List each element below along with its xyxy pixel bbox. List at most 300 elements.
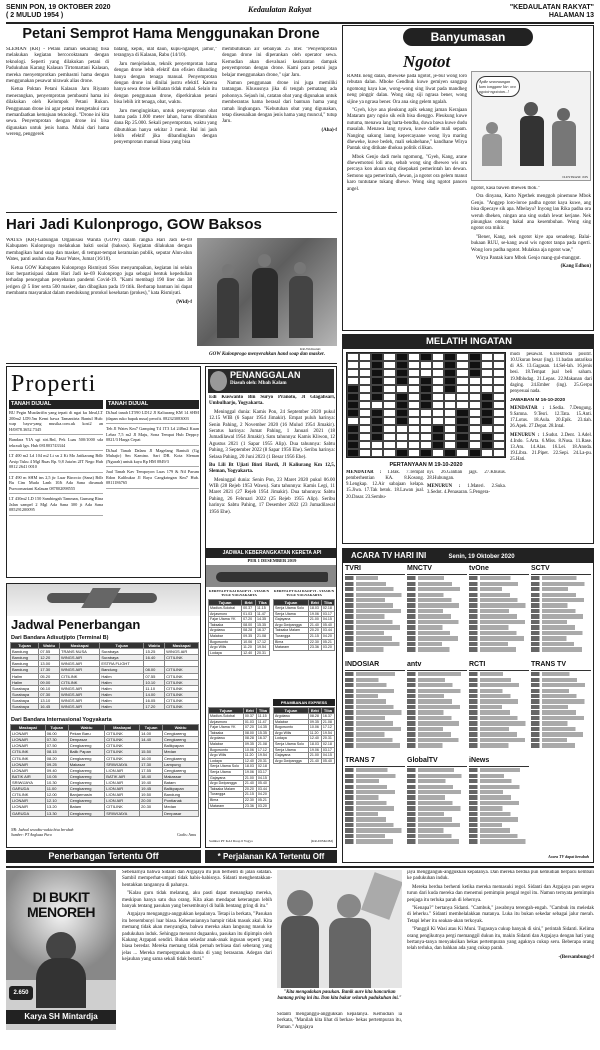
- tv-program-line: [407, 642, 467, 646]
- banyumasan-box: [342, 25, 594, 331]
- tv-program-line: [345, 593, 405, 597]
- crossword-cell[interactable]: [383, 353, 395, 361]
- table-header: Tiba: [321, 708, 334, 714]
- crossword-cell[interactable]: [371, 401, 383, 409]
- table-cell: Anjasmoro: [209, 611, 242, 617]
- table-cell: 15.50: [140, 749, 163, 755]
- crossword-cell[interactable]: [359, 377, 371, 385]
- crossword-cell[interactable]: [396, 417, 408, 425]
- tv-program-line: [531, 593, 591, 597]
- crossword-cell[interactable]: [493, 385, 505, 393]
- crossword-grid[interactable]: [346, 352, 506, 458]
- table-cell: BATIK AIR: [11, 773, 46, 779]
- table-header: Tujuan: [209, 708, 244, 714]
- crossword-cell[interactable]: [432, 377, 444, 385]
- table-row: [274, 645, 335, 651]
- crossword-cell[interactable]: [396, 401, 408, 409]
- table-cell: Pontianak: [163, 798, 199, 804]
- crossword-cell[interactable]: [396, 353, 408, 361]
- crossword-cell[interactable]: [371, 441, 383, 449]
- crossword-cell[interactable]: [469, 433, 481, 441]
- tv-program-line: [531, 614, 591, 618]
- crossword-cell[interactable]: [408, 353, 420, 361]
- crossword-cell[interactable]: [444, 353, 456, 361]
- tts-pertanyaan-title: PERTANYAAN M 19-10-2020: [389, 462, 463, 468]
- table-cell: 00.37: [243, 714, 256, 720]
- crossword-cell[interactable]: [408, 417, 420, 425]
- crossword-cell[interactable]: [444, 441, 456, 449]
- crossword-cell[interactable]: [469, 409, 481, 417]
- crossword-cell[interactable]: [432, 409, 444, 417]
- table-header: Brkt: [242, 600, 256, 606]
- table-cell: 14.40: [140, 737, 163, 743]
- crossword-cell[interactable]: [493, 393, 505, 401]
- crossword-cell[interactable]: [481, 361, 493, 369]
- crossword-cell[interactable]: [347, 433, 359, 441]
- tts-md-head: MENDATAR :: [346, 470, 382, 475]
- crossword-cell[interactable]: [444, 377, 456, 385]
- table-cell: 17.12: [256, 747, 269, 753]
- crossword-cell[interactable]: [493, 377, 505, 385]
- crossword-cell[interactable]: [383, 449, 395, 457]
- crossword-cell[interactable]: [396, 433, 408, 441]
- table-cell: CITILINK: [165, 697, 199, 703]
- table-cell: WINGS AIR: [60, 685, 100, 691]
- crossword-cell[interactable]: [383, 417, 395, 425]
- crossword-cell[interactable]: [420, 409, 432, 417]
- table-cell: 07.30: [45, 737, 68, 743]
- tv-program-line: [469, 768, 529, 772]
- table-cell: 14.35: [256, 725, 269, 731]
- crossword-cell[interactable]: [481, 353, 493, 361]
- tv-program-line: [531, 710, 591, 714]
- crossword-cell[interactable]: [481, 409, 493, 417]
- crossword-cell[interactable]: [456, 425, 468, 433]
- crossword-cell[interactable]: [469, 377, 481, 385]
- crossword-cell[interactable]: [396, 385, 408, 393]
- crossword-cell[interactable]: [371, 353, 383, 361]
- table-cell: TRANS NUSA: [60, 649, 100, 655]
- table-cell: WINGS AIR: [60, 697, 100, 703]
- crossword-cell[interactable]: [408, 361, 420, 369]
- tv-program-line: [469, 806, 529, 810]
- crossword-cell[interactable]: [444, 449, 456, 457]
- tv-date: Senin, 19 Oktober 2020: [448, 554, 515, 560]
- crossword-cell[interactable]: [347, 417, 359, 425]
- table-cell: 17.30: [140, 761, 163, 767]
- crossword-cell[interactable]: [420, 385, 432, 393]
- tv-program-line: [531, 587, 591, 591]
- tv-program-line: [345, 812, 405, 816]
- table-cell: 21.08: [256, 742, 269, 748]
- crossword-cell[interactable]: [456, 361, 468, 369]
- crossword-cell[interactable]: [444, 425, 456, 433]
- crossword-cell[interactable]: [359, 409, 371, 417]
- crossword-cell[interactable]: [469, 449, 481, 457]
- crossword-cell[interactable]: [347, 353, 359, 361]
- crossword-cell[interactable]: [420, 353, 432, 361]
- crossword-cell[interactable]: [481, 401, 493, 409]
- intl-table-wrap: [10, 724, 199, 817]
- table-cell: 07.20: [242, 617, 256, 623]
- tv-program-line: [531, 743, 591, 747]
- table-cell: 05.40: [321, 622, 334, 628]
- tv-program-line: [407, 598, 467, 602]
- crossword-cell[interactable]: [444, 393, 456, 401]
- table-cell: 21.15: [308, 634, 321, 640]
- crossword-cell[interactable]: [493, 401, 505, 409]
- table-cell: 04.20: [321, 634, 334, 640]
- crossword-cell[interactable]: [456, 393, 468, 401]
- tv-program-line: [345, 672, 405, 676]
- crossword-cell[interactable]: [469, 425, 481, 433]
- tv-program-line: [469, 694, 529, 698]
- table-cell: Argolawu: [274, 714, 309, 720]
- crossword-cell[interactable]: [493, 353, 505, 361]
- banyumasan-col1: [347, 74, 467, 329]
- table-cell: 06.10: [39, 685, 60, 691]
- crossword-cell[interactable]: [432, 353, 444, 361]
- tv-program-line: [469, 598, 529, 602]
- banyumasan-para: ngotot, kasa bawen dhewek thok.": [471, 186, 540, 191]
- table-cell: Gajayana: [274, 753, 309, 759]
- crossword-cell[interactable]: [432, 425, 444, 433]
- crossword-cell[interactable]: [456, 401, 468, 409]
- table-cell: 19.40: [140, 779, 163, 785]
- crossword-cell[interactable]: [408, 393, 420, 401]
- tv-program-line: [469, 710, 529, 714]
- tv-program-line: [407, 587, 467, 591]
- crossword-cell[interactable]: [432, 449, 444, 457]
- crossword-cell[interactable]: [383, 361, 395, 369]
- crossword-cell[interactable]: [493, 409, 505, 417]
- crossword-cell[interactable]: [347, 409, 359, 417]
- crossword-cell[interactable]: [469, 393, 481, 401]
- crossword-cell[interactable]: [408, 425, 420, 433]
- crossword-cell[interactable]: [383, 401, 395, 409]
- crossword-cell[interactable]: [469, 441, 481, 449]
- crossword-cell[interactable]: [408, 369, 420, 377]
- table-cell: 22.30: [308, 639, 321, 645]
- crossword-cell[interactable]: [396, 409, 408, 417]
- crossword-cell[interactable]: [432, 401, 444, 409]
- crossword-cell[interactable]: [444, 409, 456, 417]
- crossword-cell[interactable]: [408, 377, 420, 385]
- tv-program-line: [345, 587, 405, 591]
- crossword-cell[interactable]: [481, 385, 493, 393]
- crossword-cell[interactable]: [359, 393, 371, 401]
- crossword-cell[interactable]: [383, 441, 395, 449]
- channel-logo: antv: [407, 661, 467, 671]
- tts-box: [342, 334, 594, 544]
- crossword-cell[interactable]: [456, 449, 468, 457]
- crossword-cell[interactable]: [444, 369, 456, 377]
- crossword-cell[interactable]: [396, 361, 408, 369]
- table-cell: 18.03: [308, 606, 321, 612]
- crossword-cell[interactable]: [347, 449, 359, 457]
- table-cell: 19.06: [308, 611, 321, 617]
- crossword-cell[interactable]: [481, 449, 493, 457]
- tv-program-line: [407, 678, 467, 682]
- crossword-cell[interactable]: [383, 393, 395, 401]
- crossword-cell[interactable]: [456, 441, 468, 449]
- table-cell: WINGS AIR: [165, 649, 199, 655]
- penanggalan-question: Bu Lili Bt Ujiati Binti Hardi, Jl Kaliurang Km 12,5, Sleman, Yogyakarta.: [209, 462, 335, 475]
- crossword-cell[interactable]: [396, 441, 408, 449]
- table-header: Brkt: [308, 600, 321, 606]
- tv-program-line: [407, 603, 467, 607]
- crossword-cell[interactable]: [444, 417, 456, 425]
- table-cell: 12.40: [308, 736, 321, 742]
- crossword-cell[interactable]: [347, 369, 359, 377]
- crossword-cell[interactable]: [420, 369, 432, 377]
- crossword-cell[interactable]: [456, 385, 468, 393]
- crossword-cell[interactable]: [396, 425, 408, 433]
- crossword-cell[interactable]: [383, 433, 395, 441]
- crossword-cell[interactable]: [371, 425, 383, 433]
- crossword-cell[interactable]: [432, 361, 444, 369]
- tts-jawaban-mn: 1.Sudut. 2.Dent. 3.Adel. 4.Indo. 5.Arta. 6.Miss. 8.Nusa. 11.Rase. 13.Atu. 14.Alas. 16.Lei. 18.Anoda. 19.Libra. 21.Pipet. 22.Sepi. 24.La-pu. 25.Hati.: [510, 432, 592, 462]
- tv-program-line: [345, 678, 405, 682]
- crossword-cell[interactable]: [493, 449, 505, 457]
- table-cell: LIONAIR: [11, 798, 46, 804]
- crossword-cell[interactable]: [493, 417, 505, 425]
- crossword-cell[interactable]: [469, 353, 481, 361]
- crossword-cell[interactable]: [456, 377, 468, 385]
- crossword-cell[interactable]: [359, 441, 371, 449]
- tv-program-line: [345, 683, 405, 687]
- crossword-cell[interactable]: [347, 385, 359, 393]
- crossword-cell[interactable]: [408, 433, 420, 441]
- table-cell: 07.30: [39, 691, 60, 697]
- crossword-cell[interactable]: [432, 417, 444, 425]
- crossword-cell[interactable]: [359, 401, 371, 409]
- table-cell: 21.08: [256, 634, 270, 640]
- crossword-cell[interactable]: [383, 369, 395, 377]
- crossword-cell[interactable]: [347, 361, 359, 369]
- crossword-cell[interactable]: [420, 393, 432, 401]
- crossword-cell[interactable]: [371, 393, 383, 401]
- table-cell: 15.25: [144, 649, 165, 655]
- crossword-cell[interactable]: [481, 377, 493, 385]
- crossword-cell[interactable]: [371, 385, 383, 393]
- crossword-cell[interactable]: [383, 377, 395, 385]
- classified-ad: DiJual tanah LT590 LD12 Jl Kaliurang KM 14 SHM (dapan ruko bapak nusa) perofit. 082323083003: [106, 410, 199, 424]
- story1-lead: SLEMAN (KR) - Petani zaman sekarang bisa melakukan kegiatan bercocoktanam dengan teknologi. Seperti yang dilakukan petani di Padukuhan Karang Kalasan Tirtomartani Kalasan, mereka menyemprotkan pembasmi hama dengan menggunakan pesawat nirawak alias drone.: [6, 47, 109, 84]
- crossword-cell[interactable]: [408, 401, 420, 409]
- table-cell: 15.35: [256, 622, 270, 628]
- tv-program-line: [469, 689, 529, 693]
- table-cell: Gajayana: [274, 617, 309, 623]
- penanggalan-answer: Meninggal dunia: Kamis Pon, 24 September 2020 pukul 12.15 WIB (6 Sapar 1954 Jimakir). Empat puluh harinya: Senin Pahing, 2 November 2020 (16 Mulud 1954 Jimakir). Seratus harinya: Jumat Pahing, 1 Januari 2021 (18 Jumadilawal 1954 Jimakir). Satu tahunnya: Kamis Kliwon, 12 Agustus 2021 (1 Sapar 1955 Alip). Dua tahunnya: Sabtu Pahing, 3 September 2022 (8 Sapar 1956 Ehe). Seribu harinya: Selasa Pahing, 20 Juni 2023 (1 Besar 1956 Ehe).: [209, 409, 335, 460]
- crossword-cell[interactable]: [493, 433, 505, 441]
- crossword-cell[interactable]: [371, 377, 383, 385]
- crossword-cell[interactable]: [359, 433, 371, 441]
- penanggalan-subtitle: Diasuh oleh: Mbah Kalam: [230, 381, 287, 386]
- crossword-cell[interactable]: [481, 433, 493, 441]
- crossword-cell[interactable]: [481, 369, 493, 377]
- table-cell: 17.12: [321, 725, 334, 731]
- table-cell: Cengkareng: [68, 779, 105, 785]
- crossword-cell[interactable]: [359, 425, 371, 433]
- crossword-cell[interactable]: [456, 353, 468, 361]
- crossword-cell[interactable]: [420, 417, 432, 425]
- tv-program-line: [469, 738, 529, 742]
- table-cell: SRIWIJAYA: [105, 761, 140, 767]
- table-header: Tiba: [321, 600, 334, 606]
- table-cell: 14.00: [144, 691, 165, 697]
- table-cell: 21.08: [321, 719, 334, 725]
- crossword-cell[interactable]: [481, 393, 493, 401]
- crossword-cell[interactable]: [347, 425, 359, 433]
- crossword-cell[interactable]: [371, 361, 383, 369]
- crossword-cell[interactable]: [359, 361, 371, 369]
- table-cell: 21.00: [243, 775, 256, 781]
- crossword-cell[interactable]: [420, 449, 432, 457]
- crossword-cell[interactable]: [371, 417, 383, 425]
- intl-flight-table: [10, 724, 199, 817]
- tv-program-line: [469, 642, 529, 646]
- crossword-cell[interactable]: [493, 441, 505, 449]
- crossword-cell[interactable]: [347, 377, 359, 385]
- crossword-cell[interactable]: [469, 385, 481, 393]
- crossword-cell[interactable]: [371, 449, 383, 457]
- story1-para: Jaru menginginkan, untuk penyemprotan obat hama pada 1.000 meter lahan, harus dibutuhkan dana Rp 25.000. Sekali penyemprotan, waktu yang dibutuhkan hanya sekitar 3 menit. Hal ini jauh lebih efektif jika dibandingkan dengan penyemprotan manual biasa yang bisa: [114, 108, 217, 146]
- crossword-cell[interactable]: [359, 353, 371, 361]
- crossword-cell[interactable]: [493, 425, 505, 433]
- crossword-cell[interactable]: [396, 377, 408, 385]
- table-cell: CITILINK: [11, 749, 46, 755]
- table-cell: Surabaya: [11, 685, 39, 691]
- crossword-cell[interactable]: [456, 433, 468, 441]
- crossword-cell[interactable]: [444, 385, 456, 393]
- crossword-cell[interactable]: [371, 433, 383, 441]
- crossword-cell[interactable]: [432, 393, 444, 401]
- table-cell: 16.37: [256, 736, 269, 742]
- crossword-cell[interactable]: [383, 409, 395, 417]
- crossword-cell[interactable]: [456, 417, 468, 425]
- table-cell: 01.03: [243, 719, 256, 725]
- crossword-cell[interactable]: [481, 425, 493, 433]
- table-cell: Argo Wilis: [209, 645, 242, 651]
- crossword-cell[interactable]: [456, 369, 468, 377]
- crossword-cell[interactable]: [359, 369, 371, 377]
- table-cell: 03.17: [256, 770, 269, 776]
- crossword-cell[interactable]: [469, 401, 481, 409]
- channel-logo: tvOne: [469, 565, 529, 575]
- tv-program-line: [407, 727, 467, 731]
- crossword-cell[interactable]: [493, 361, 505, 369]
- tv-program-line: [531, 721, 591, 725]
- crossword-cell[interactable]: [396, 369, 408, 377]
- table-cell: 03.44: [321, 628, 334, 634]
- table-cell: Malabar: [209, 634, 242, 640]
- table-cell: Mataram: [274, 645, 309, 651]
- trains-off-banner: * Perjalanan KA Tertentu Off: [205, 850, 337, 863]
- tv-program-line: [345, 609, 405, 613]
- crossword-cell[interactable]: [408, 449, 420, 457]
- banyumasan-byline: (Kang Edhon): [560, 264, 591, 270]
- crossword-cell[interactable]: [347, 393, 359, 401]
- tv-channel-block: [469, 661, 529, 755]
- tv-program-line: [345, 631, 405, 635]
- table-cell: Taksaka: [209, 730, 244, 736]
- crossword-cell[interactable]: [444, 433, 456, 441]
- crossword-cell[interactable]: [347, 401, 359, 409]
- crossword-cell[interactable]: [420, 441, 432, 449]
- crossword-cell[interactable]: [432, 441, 444, 449]
- ka-table-left-wrap: [208, 599, 270, 656]
- flight-source: Sumber: PT Angkasa Pura: [11, 833, 52, 837]
- table-cell: 14.00: [140, 731, 163, 737]
- crossword-cell[interactable]: [371, 409, 383, 417]
- tv-program-line: [345, 699, 405, 703]
- crossword-cell[interactable]: [469, 361, 481, 369]
- crossword-cell[interactable]: [481, 417, 493, 425]
- crossword-cell[interactable]: [469, 417, 481, 425]
- table-header: Tiba: [256, 708, 269, 714]
- serial-illustration: [277, 870, 402, 988]
- crossword-cell[interactable]: [420, 361, 432, 369]
- crossword-cell[interactable]: [396, 449, 408, 457]
- crossword-cell[interactable]: [347, 441, 359, 449]
- tv-program-line: [531, 598, 591, 602]
- crossword-cell[interactable]: [359, 417, 371, 425]
- tv-channel-block: [407, 757, 467, 851]
- crossword-cell[interactable]: [383, 425, 395, 433]
- crossword-cell[interactable]: [408, 441, 420, 449]
- tv-program-line: [531, 672, 591, 676]
- table-cell: 11.15: [256, 714, 269, 720]
- crossword-cell[interactable]: [432, 369, 444, 377]
- table-cell: 03.20: [256, 803, 269, 809]
- tv-program-line: [469, 631, 529, 635]
- table-cell: 02.18: [256, 764, 269, 770]
- crossword-cell[interactable]: [359, 385, 371, 393]
- crossword-cell[interactable]: [396, 393, 408, 401]
- table-cell: 11.10: [144, 685, 165, 691]
- crossword-cell[interactable]: [371, 369, 383, 377]
- crossword-cell[interactable]: [420, 433, 432, 441]
- crossword-cell[interactable]: [481, 441, 493, 449]
- crossword-cell[interactable]: [420, 425, 432, 433]
- crossword-cell[interactable]: [432, 385, 444, 393]
- serial-para: "Panggil Ki Wasi atau Ki Muni. Tugasnya cukup banyak di sini," perintah Sidanti. Kelima orang pengikutnya pergi memanggil dukun itu, makin Sidanti dan Argajaya dengan hati yang bertanya-tanya menyaksikan bekas pertempuran yang agaknya cukup seru. Beberapa orang telah terluka, dan bahkan ada yang cukup parah.: [407, 927, 594, 952]
- tv-program-line: [345, 795, 405, 799]
- crossword-cell[interactable]: [456, 409, 468, 417]
- tv-channel-block: [345, 565, 405, 659]
- crossword-cell[interactable]: [469, 369, 481, 377]
- crossword-cell[interactable]: [493, 369, 505, 377]
- crossword-cell[interactable]: [420, 377, 432, 385]
- crossword-cell[interactable]: [420, 401, 432, 409]
- crossword-cell[interactable]: [383, 385, 395, 393]
- crossword-cell[interactable]: [408, 409, 420, 417]
- crossword-cell[interactable]: [444, 361, 456, 369]
- table-cell: 11.20: [308, 730, 321, 736]
- sky-banner: [7, 584, 201, 616]
- tv-program-line: [407, 812, 467, 816]
- table-cell: Malabar: [274, 719, 309, 725]
- jadwal-pesawat-box: [6, 583, 201, 848]
- table-cell: 20.31: [256, 758, 269, 764]
- crossword-cell[interactable]: [444, 401, 456, 409]
- crossword-cell[interactable]: [408, 385, 420, 393]
- table-cell: CITILINK: [105, 755, 140, 761]
- crossword-cell[interactable]: [359, 449, 371, 457]
- crossword-cell[interactable]: [432, 433, 444, 441]
- tv-program-line: [345, 732, 405, 736]
